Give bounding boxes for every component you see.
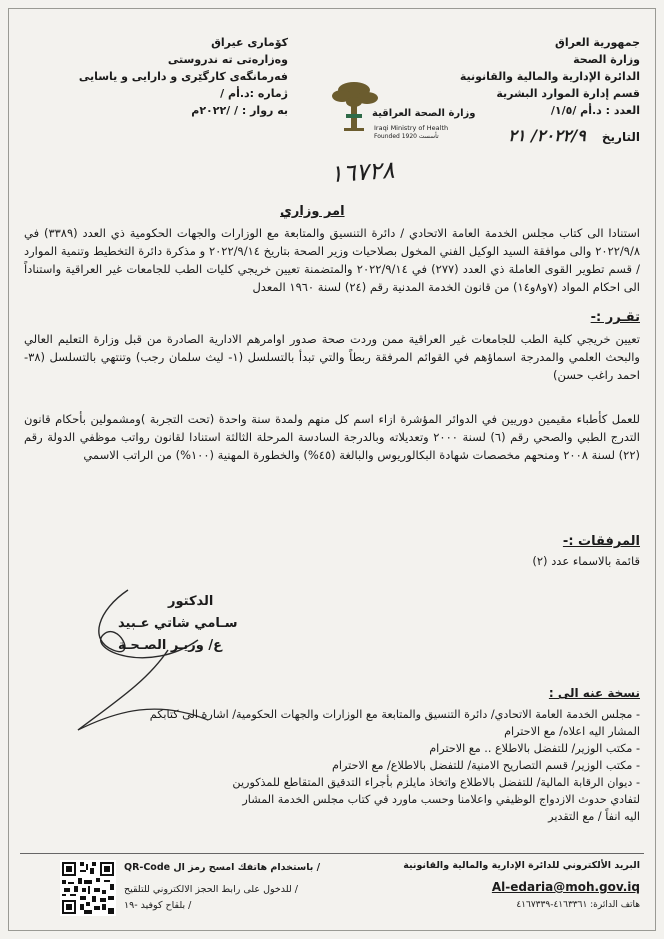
copy-item: - مجلس الخدمة العامة الاتحادي/ دائرة التنسيق والمتابعة مع الوزارات والجهات الحكومية/ اشارة الى كتابكم [149, 708, 640, 721]
header-country: جمهورية العراق [555, 36, 640, 49]
header-directorate: الدائرة الإدارية والمالية والقانونية [459, 70, 640, 83]
footer-divider [20, 853, 644, 854]
decision-item-text: للعمل كأطباء مقيمين دوريين في الدوائر المؤشرة ازاء اسم كل منهم ولمدة سنة واحدة (تحت التجربة )ومشمولين بأحكام قانون التدرج الطبي والصحي رقم (٦) لسنة ٢٠٠٠ وتعديلاته وبالدرجة السادسة المرحلة الثالثة استنادا لقانون رواتب موظفي الدولة رقم (٢٢) لسنة ٢٠٠٨ ومنحهم مخصصات شهادة البكالوريوس والبالغة (٤٥%) والخطورة المهنية (١٠٠%) من الراتب الاسمي [24, 412, 640, 462]
header-number: العدد : د.أم /١/٥/ [550, 104, 640, 117]
intro-text: استنادا الى كتاب مجلس الخدمة العامة الاتحادي / دائرة التنسيق والمتابعة مع الوزارات والجهات الحكومية ذي العدد (٣٣٨٩) في ٢٠٢٢/٩/٨ والى موافقة السيد الوكيل الفني المخول بصلاحيات وزير الصحة بتاريخ ٢٠٢٢/٩/١٤ و مذكرة دائرة التخطيط وتنمية الموارد / قسم تطوير القوى العاملة ذي العدد (٢٧٧) في ٢٠٢٢/٩/١٤ والمتضمنة تعيين خريجي كليات الطب للجامعات غير العراقية واستناداً الى احكام المواد (٧و٨و١٤) من قانون الخدمة المدنية رقم (٢٤) لسنة ١٩٦٠ المعدل [24, 226, 640, 294]
copy-list [24, 706, 640, 825]
header-date-label: التاريخ [601, 130, 640, 144]
copy-item: اليه انفاً / مع التقدير [548, 810, 640, 823]
copy-item: المشار اليه اعلاه/ مع الاحترام [504, 725, 640, 738]
copy-item: لتفادي حدوث الازدواج الوظيفي واعلامنا وحسب ماورد في كتاب مجلس الخدمة المشار [242, 793, 640, 806]
header-date-row [508, 126, 640, 145]
decision-heading: تقـرر :- [590, 310, 640, 325]
footer-qr-line3: / بلقاح كوفيد -١٩ [124, 900, 192, 911]
header-arabic [440, 34, 640, 119]
decision-item-text: تعيين خريجي كلية الطب للجامعات غير العراقية ممن وردت صحة صدور اوامرهم الادارية الصادرة من قبل وزارة التعليم العالي والبحث العلمي والمدرجة اسماؤهم في القوائم المرفقة ربطاً والتي تبدأ بالتسلسل (١- ليث سلمان رجب) وتنتهي بالتسلسل (٣٨- احمد راغب حسن) [24, 332, 640, 382]
header-kurdish [78, 34, 288, 119]
header-date-value: ٢٠٢٢/٩/ ٢١ [508, 126, 586, 145]
header-kurdish-number: ژمارە :د.أم / [220, 87, 288, 100]
copy-heading: نسخة عنه الى : [548, 686, 640, 700]
copy-item: - مكتب الوزير/ للتفضل بالاطلاع .. مع الاحترام [429, 742, 640, 755]
qr-code-icon[interactable] [60, 860, 116, 916]
header-department: قسم إدارة الموارد البشرية [496, 87, 640, 100]
footer-phone: هاتف الدائرة: ٤١٦٣٣٦١-٤١٦٧٣٣٩ [516, 900, 640, 910]
signature-name: سـامي شاتي عـبيد [118, 616, 238, 631]
handwritten-number: ١٦٧٢٨ [329, 155, 396, 189]
ministry-logo [312, 70, 476, 148]
signature-title: الدكتور [168, 594, 214, 609]
header-kurdish-country: كۆماری عیراق [211, 36, 288, 49]
header-kurdish-directorate: فەرمانگەی كارگێری و دارایی و یاسایی [78, 70, 288, 83]
footer-qr-line1: / باستخدام هاتفك امسح رمز ال QR-Code [124, 862, 321, 873]
signature-position: ع/ وزيـر الصـحـة [118, 638, 222, 653]
logo-founded: Founded 1920 تأسست [374, 133, 439, 140]
attachments-text: قائمة بالاسماء عدد (٢) [532, 554, 640, 568]
logo-english-name: Iraqi Ministry of Health [374, 124, 449, 132]
header-ministry: وزارة الصحة [573, 53, 640, 66]
footer-email[interactable]: Al-edaria@moh.gov.iq [491, 880, 640, 894]
attachments-heading: المرفقات :- [562, 534, 640, 549]
copy-item: - ديوان الرقابة المالية/ للتفضل بالاطلاع واتخاذ مايلزم بأجراء التدقيق المتقاطع للمذكورين [232, 776, 640, 789]
header-kurdish-date: بە روار : / /٢٠٢٢م [191, 104, 288, 117]
order-title: امر وزاري [280, 204, 345, 219]
copy-item: - مكتب الوزير/ قسم التصاريح الامنية/ للتفضل بالاطلاع/ مع الاحترام [331, 759, 640, 772]
footer-email-label: البريد الألكتروني للدائرة الإدارية والمالية والقانونية [403, 860, 640, 871]
footer-qr-line2: / للدخول على رابط الحجز الالكتروني للتلقيح [124, 884, 299, 895]
header-kurdish-ministry: وەزارەتی تە ندروستی [167, 53, 288, 66]
decision-item [24, 330, 640, 384]
decision-item [24, 410, 640, 464]
intro-paragraph [24, 224, 640, 296]
logo-arabic-name: وزارة الصحة العراقية [372, 108, 476, 119]
